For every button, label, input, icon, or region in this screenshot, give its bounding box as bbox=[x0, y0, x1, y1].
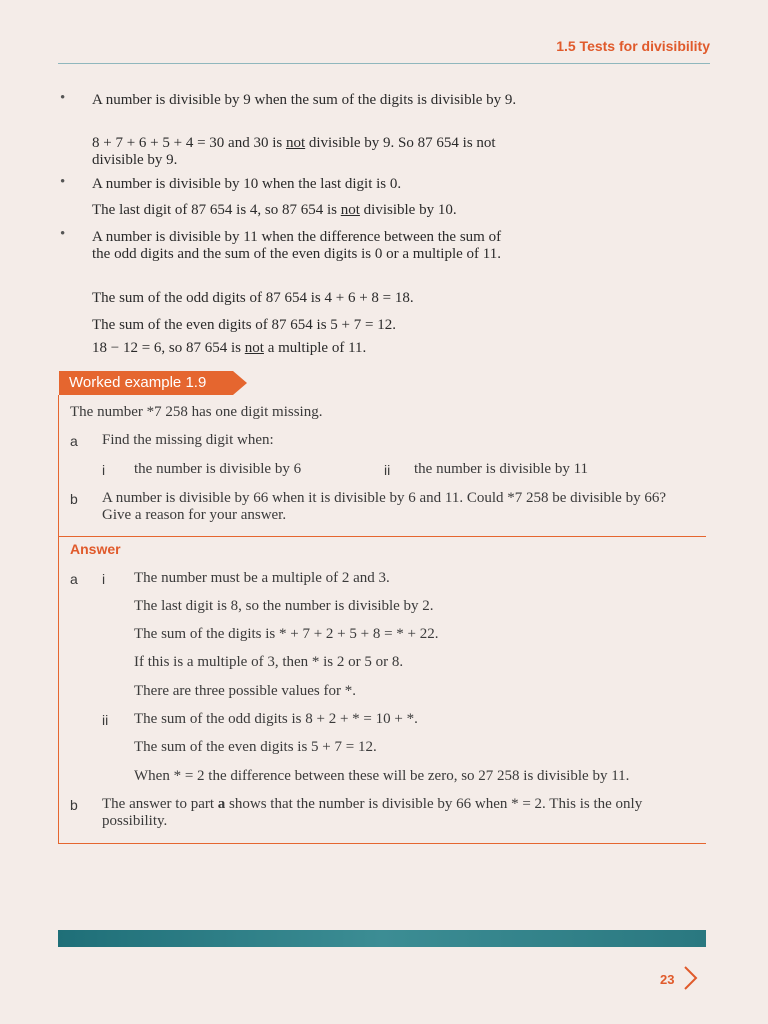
part-a-label: a bbox=[70, 433, 78, 449]
bullet-rule-9: A number is divisible by 9 when the sum of the digits is divisible by 9. bbox=[92, 92, 517, 108]
bullet-rule-11: A number is divisible by 11 when the difference between the sum of the odd digits and the sum of the even digits is 0 or a multiple of 11. bbox=[92, 229, 502, 262]
worked-example-bottom-rule bbox=[58, 843, 706, 844]
bullet-detail-9: 8 + 7 + 6 + 5 + 4 = 30 and 30 is not divisible by 9. So 87 654 is not divisible by 9. bbox=[92, 135, 496, 168]
bullet-detail-11-even: The sum of the even digits of 87 654 is 5 + 7 = 12. bbox=[92, 317, 396, 333]
answer-a-label: a bbox=[70, 571, 78, 587]
part-a-text: Find the missing digit when: bbox=[102, 432, 274, 448]
bullet-icon: • bbox=[60, 226, 66, 242]
answer-i-line: The number must be a multiple of 2 and 3. bbox=[134, 570, 390, 586]
part-a-ii-label: ii bbox=[384, 462, 391, 478]
answer-i-line: The last digit is 8, so the number is divisible by 2. bbox=[134, 598, 434, 614]
answer-b-text: The answer to part a shows that the number is divisible by 66 when * = 2. This is the only possibility. bbox=[102, 796, 643, 829]
bullet-rule-10: A number is divisible by 10 when the last digit is 0. bbox=[92, 176, 402, 192]
answer-i-line: There are three possible values for *. bbox=[134, 683, 356, 699]
bullet-icon: • bbox=[60, 90, 66, 106]
bullet-icon: • bbox=[60, 174, 66, 190]
answer-divider bbox=[58, 536, 706, 537]
question-intro: The number *7 258 has one digit missing. bbox=[70, 404, 323, 420]
header-divider bbox=[58, 63, 710, 64]
answer-ii-label: ii bbox=[102, 712, 109, 728]
page-number: 23 bbox=[660, 972, 675, 987]
part-a-ii-text: the number is divisible by 11 bbox=[414, 461, 589, 477]
chevron-right-icon[interactable] bbox=[680, 964, 700, 992]
bullet-detail-11-diff: 18 − 12 = 6, so 87 654 is not a multiple of 11. bbox=[92, 340, 367, 356]
bullet-detail-10: The last digit of 87 654 is 4, so 87 654 is not divisible by 10. bbox=[92, 202, 457, 218]
footer-band bbox=[58, 930, 706, 947]
answer-i-line: The sum of the digits is * + 7 + 2 + 5 + 8 = * + 22. bbox=[134, 626, 439, 642]
answer-ii-line: The sum of the odd digits is 8 + 2 + * = 10 + *. bbox=[134, 711, 418, 727]
part-a-i-label: i bbox=[102, 462, 106, 478]
answer-i-line: If this is a multiple of 3, then * is 2 or 5 or 8. bbox=[134, 654, 404, 670]
part-a-i-text: the number is divisible by 6 bbox=[134, 461, 302, 477]
bullet-detail-11-odd: The sum of the odd digits of 87 654 is 4 + 6 + 8 = 18. bbox=[92, 290, 414, 306]
answer-ii-line: The sum of the even digits is 5 + 7 = 12. bbox=[134, 739, 377, 755]
section-title: 1.5 Tests for divisibility bbox=[556, 38, 710, 54]
answer-heading: Answer bbox=[70, 541, 121, 557]
part-b-text: A number is divisible by 66 when it is divisible by 6 and 11. Could *7 258 be divisible by 66? Give a reason for your answer. bbox=[102, 490, 666, 523]
part-b-label: b bbox=[70, 491, 78, 507]
answer-i-label: i bbox=[102, 571, 106, 587]
answer-ii-line: When * = 2 the difference between these will be zero, so 27 258 is divisible by 11. bbox=[134, 768, 630, 784]
banner-arrow-icon bbox=[233, 371, 247, 395]
worked-example-border bbox=[58, 395, 59, 844]
worked-example-banner: Worked example 1.9 bbox=[59, 371, 233, 395]
answer-b-label: b bbox=[70, 797, 78, 813]
